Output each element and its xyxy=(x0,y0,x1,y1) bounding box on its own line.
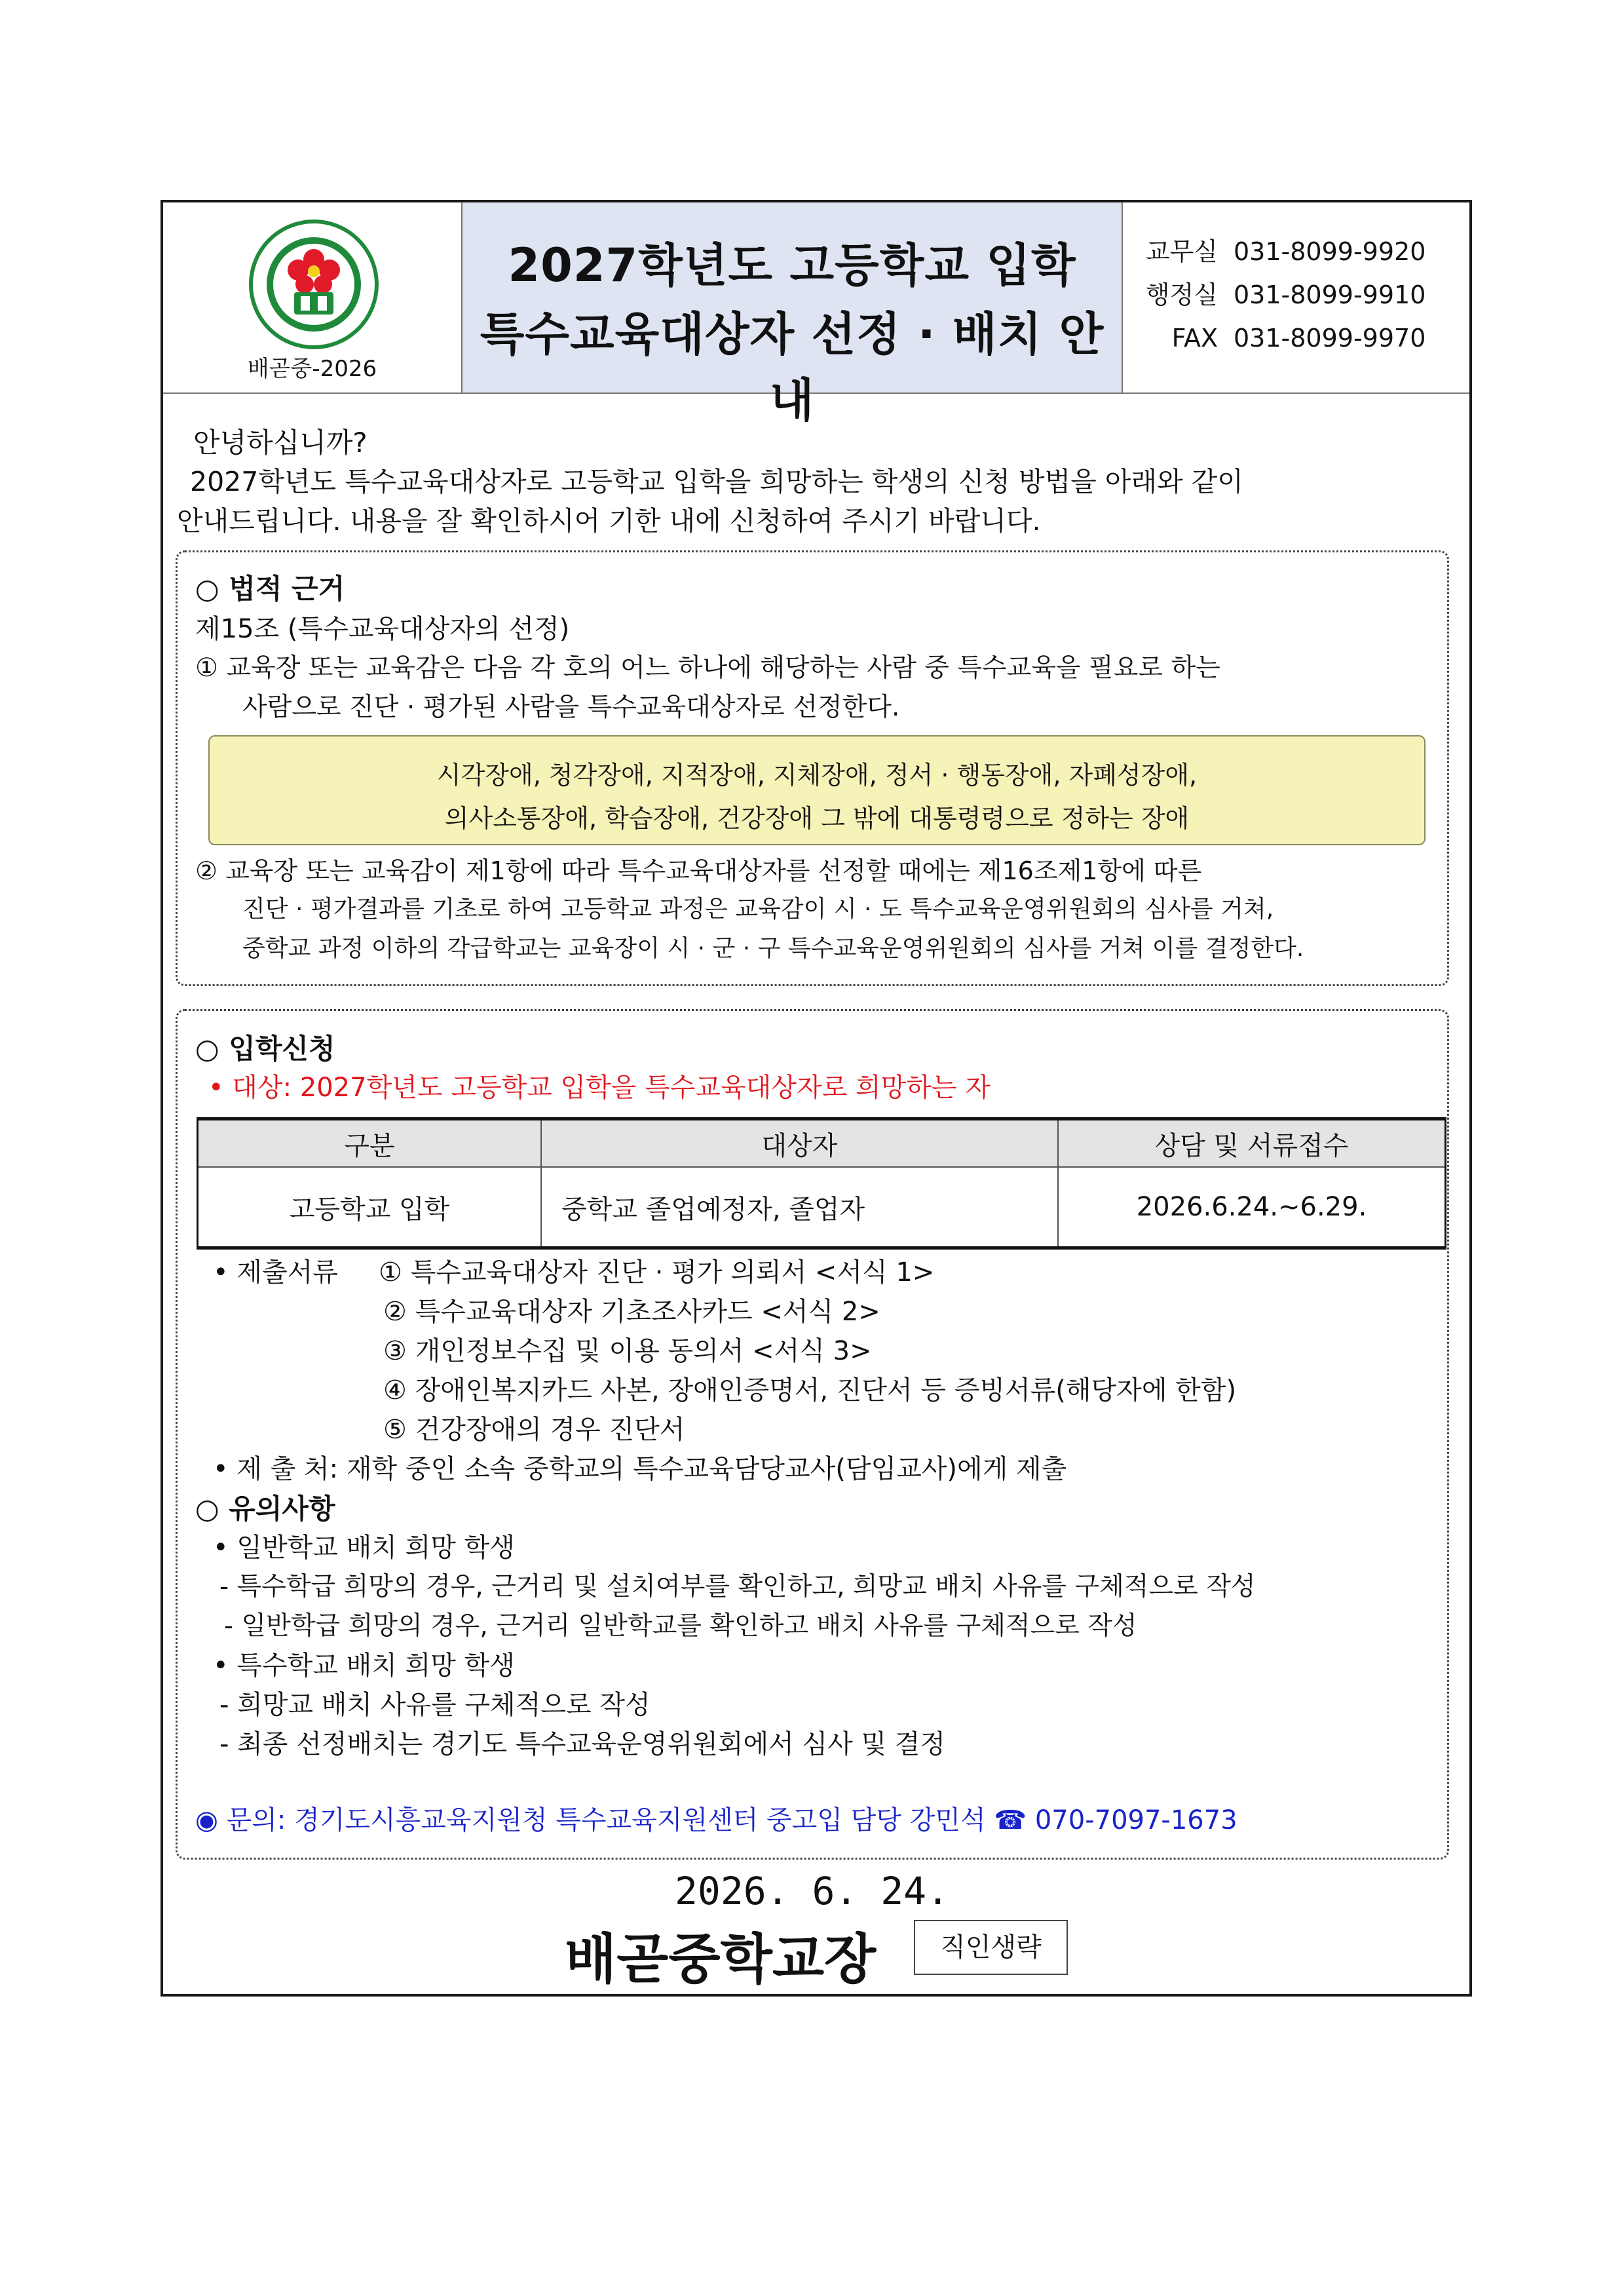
clause2-line2: 진단 · 평가결과를 기초로 하여 고등학교 과정은 교육감이 시 · 도 특수교육운영위원회의 심사를 거쳐, xyxy=(242,896,1274,923)
table-cell: 2026.6.24.~6.29. xyxy=(1058,1167,1446,1248)
intro-line2: 안내드립니다. 내용을 잘 확인하시어 기한 내에 신청하여 주시기 바랍니다. xyxy=(177,505,1041,537)
special-note-1: - 희망교 배치 사유를 구체적으로 작성 xyxy=(219,1690,651,1720)
docs-label: • 제출서류 xyxy=(213,1257,338,1288)
general-note-1: - 특수학급 희망의 경우, 근거리 및 설치여부를 확인하고, 희망교 배치 사유를 구체적으로 작성 xyxy=(219,1572,1256,1601)
table-cell: 고등학교 입학 xyxy=(198,1167,542,1248)
general-school-title: • 일반학교 배치 희망 학생 xyxy=(213,1533,515,1563)
notes-heading: ○ 유의사항 xyxy=(195,1493,335,1525)
contact-value: 031-8099-9920 xyxy=(1234,237,1426,266)
greeting: 안녕하십니까? xyxy=(193,427,368,459)
legal-article: 제15조 (특수교육대상자의 선정) xyxy=(195,614,570,644)
title-line2: 특수교육대상자 선정 · 배치 안내 xyxy=(480,307,1105,427)
disability-list-box xyxy=(208,735,1426,845)
table-header: 대상자 xyxy=(541,1119,1058,1168)
issue-date: 2026. 6. 24. xyxy=(674,1869,950,1913)
inquiry-contact: ◉ 문의: 경기도시흥교육지원청 특수교육지원센터 중고입 담당 강민석 ☎ 070-7097-1673 xyxy=(195,1805,1237,1835)
general-note-2: - 일반학급 희망의 경우, 근거리 일반학교를 확인하고 배치 사유를 구체적으로 작성 xyxy=(224,1611,1137,1641)
apply-heading: ○ 입학신청 xyxy=(195,1033,335,1065)
contact-label: FAX xyxy=(1171,324,1218,353)
intro-line1: 2027학년도 특수교육대상자로 고등학교 입학을 희망하는 학생의 신청 방법을 아래와 같이 xyxy=(190,466,1243,497)
logo-cell xyxy=(163,202,463,392)
document-code: 배곧중-2026 xyxy=(247,356,377,382)
clause2-line3: 중학교 과정 이하의 각급학교는 교육장이 시 · 군 · 구 특수교육운영위원회의 심사를 거쳐 이를 결정한다. xyxy=(242,935,1304,962)
school-logo xyxy=(248,219,379,350)
seal-omitted-stamp: 직인생략 xyxy=(914,1920,1068,1975)
doc-item: ② 특수교육대상자 기초조사카드 <서식 2> xyxy=(383,1297,880,1327)
disability-list-line1: 시각장애, 청각장애, 지적장애, 지체장애, 정서 · 행동장애, 자폐성장애, xyxy=(436,761,1198,790)
doc-item: ⑤ 건강장애의 경우 진단서 xyxy=(383,1415,685,1445)
contact-row xyxy=(1126,230,1467,273)
table-header: 구분 xyxy=(198,1119,542,1168)
table-header: 상담 및 서류접수 xyxy=(1058,1119,1446,1168)
clause1-line1: ① 교육장 또는 교육감은 다음 각 호의 어느 하나에 해당하는 사람 중 특수교육을 필요로 하는 xyxy=(195,653,1220,683)
contact-label: 교무실 xyxy=(1145,237,1218,266)
table-header-row xyxy=(198,1119,1446,1168)
doc-item: ③ 개인정보수집 및 이용 동의서 <서식 3> xyxy=(383,1336,872,1366)
contact-value: 031-8099-9910 xyxy=(1234,280,1426,309)
contact-label: 행정실 xyxy=(1145,280,1218,309)
contact-value: 031-8099-9970 xyxy=(1234,324,1426,353)
header xyxy=(163,202,1469,427)
legal-heading: ○ 법적 근거 xyxy=(195,573,345,605)
submit-to: • 제 출 처: 재학 중인 소속 중학교의 특수교육담당교사(담임교사)에게 제출 xyxy=(213,1454,1067,1484)
doc-item: ① 특수교육대상자 진단 · 평가 의뢰서 <서식 1> xyxy=(379,1257,935,1288)
table-cell: 중학교 졸업예정자, 졸업자 xyxy=(541,1167,1058,1248)
title-cell xyxy=(463,202,1123,427)
table-row xyxy=(198,1167,1446,1248)
special-note-2: - 최종 선정배치는 경기도 특수교육운영위원회에서 심사 및 결정 xyxy=(219,1729,946,1759)
principal-signature: 배곧중학교장 xyxy=(565,1928,877,1991)
contact-list xyxy=(1126,230,1467,360)
title-line1: 2027학년도 고등학교 입학 xyxy=(508,239,1076,292)
special-school-title: • 특수학교 배치 희망 학생 xyxy=(213,1651,515,1681)
application-table xyxy=(197,1117,1446,1250)
doc-item: ④ 장애인복지카드 사본, 장애인증명서, 진단서 등 증빙서류(해당자에 한함) xyxy=(383,1375,1237,1406)
clause2-line1: ② 교육장 또는 교육감이 제1항에 따라 특수교육대상자를 선정할 때에는 제16조제1항에 따른 xyxy=(195,856,1202,885)
contact-row xyxy=(1126,273,1467,316)
disability-list-line2: 의사소통장애, 학습장애, 건강장애 그 밖에 대통령령으로 정하는 장애 xyxy=(444,804,1190,833)
contact-row xyxy=(1126,316,1467,360)
apply-target: • 대상: 2027학년도 고등학교 입학을 특수교육대상자로 희망하는 자 xyxy=(208,1073,991,1103)
clause1-line2: 사람으로 진단 · 평가된 사람을 특수교육대상자로 선정한다. xyxy=(242,693,900,722)
